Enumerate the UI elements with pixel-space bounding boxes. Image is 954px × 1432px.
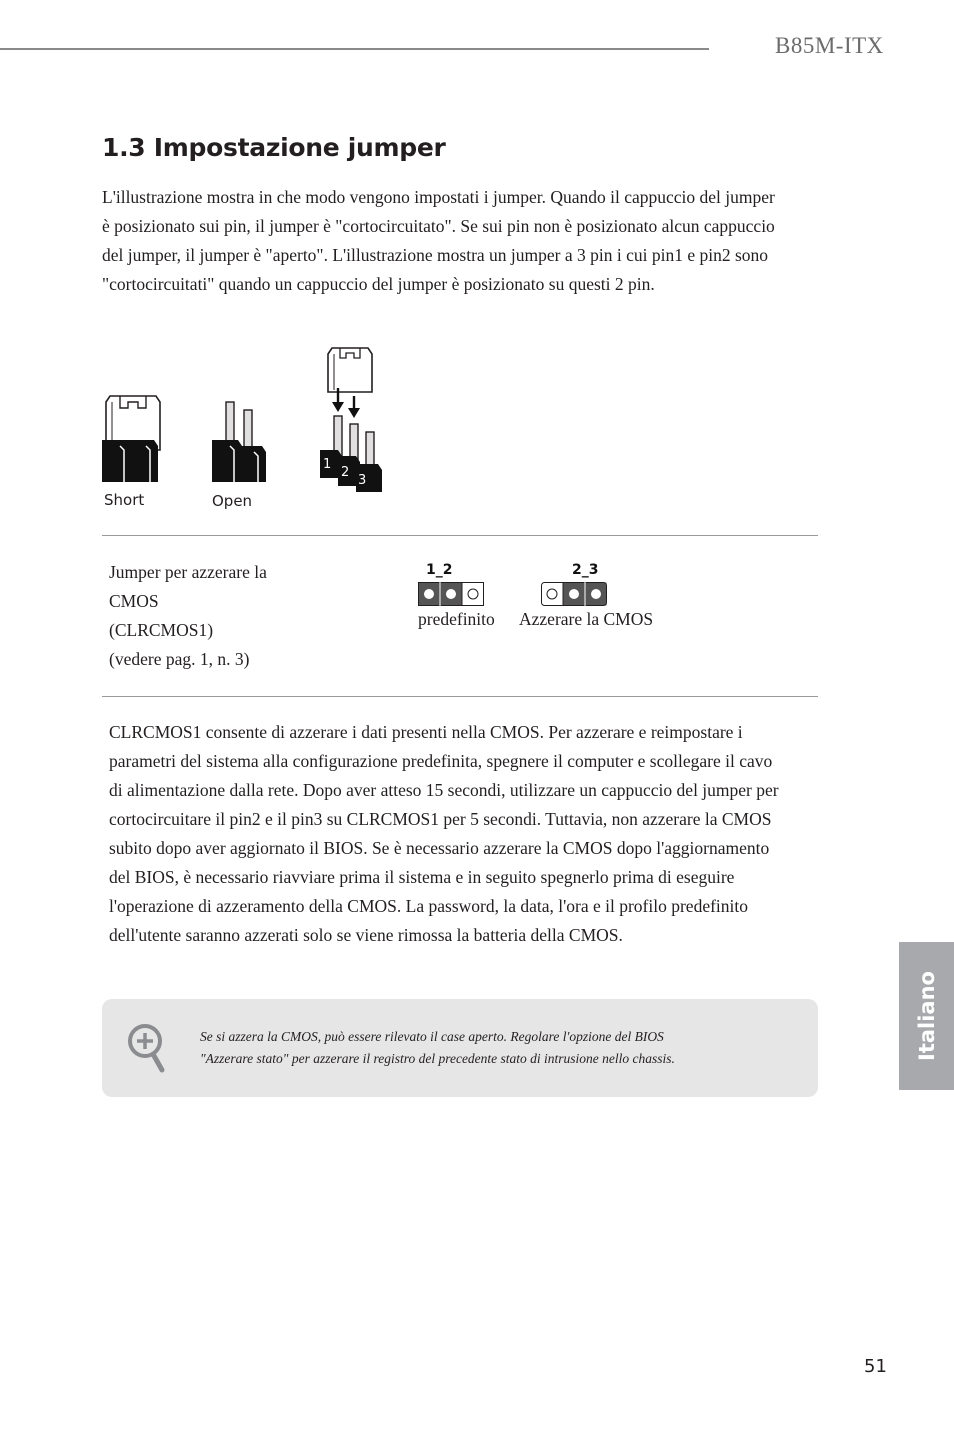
default-setting-caption: predefinito <box>418 609 495 629</box>
open-jumper-figure <box>212 402 266 510</box>
default-setting-pins <box>418 582 484 606</box>
short-jumper-figure <box>102 396 160 509</box>
open-label: Open <box>212 492 253 510</box>
language-tab-label: Italiano <box>914 971 939 1061</box>
clear-setting-pins <box>541 582 607 606</box>
table-top-rule <box>102 535 818 536</box>
jumper-label-line: (CLRCMOS1) <box>109 620 214 640</box>
table-bottom-rule <box>102 696 818 697</box>
pin-number-3: 3 <box>358 473 367 488</box>
note-line: "Azzerare stato" per azzerare il registro del precedente stato di intrusione nello chassis. <box>200 1051 675 1066</box>
short-label: Short <box>104 491 145 509</box>
page-number: 51 <box>864 1356 887 1377</box>
jumper-illustration <box>98 340 398 520</box>
language-tab <box>899 942 954 1090</box>
jumper-label-line: (vedere pag. 1, n. 3) <box>109 649 250 669</box>
clear-setting-code: 2_3 <box>572 562 599 578</box>
jumper-label-line: CMOS <box>109 591 159 611</box>
pin-number-1: 1 <box>323 457 332 472</box>
pin-number-2: 2 <box>341 465 350 480</box>
clrcmos-description: CLRCMOS1 consente di azzerare i dati presenti nella CMOS. Per azzerare e reimpostare i parametri del sistema alla configurazione predefinita, spegnere il computer e scollegare il cavo di alimentazione dalla rete. Dopo aver atteso 15 secondi, utilizzare un cappuccio del jumper per cortocircuitare il pin2 e il pin3 su CLRCMOS1 per 5 secondi. Tuttavia, non azzerare la CMOS subito dopo aver aggiornato il BIOS. Se è necessario azzerare la CMOS dopo l'aggiornamento del BIOS, è necessario riavviare prima il sistema e in seguito spegnerlo prima di eseguire l'operazione di azzeramento della CMOS. La password, la data, l'ora e il profilo predefinito dell'utente saranno azzerati solo se viene rimossa la batteria della CMOS. <box>109 722 779 945</box>
model-name: B85M-ITX <box>775 33 884 58</box>
jumper-label <box>109 558 267 674</box>
intro-paragraph: L'illustrazione mostra in che modo vengono impostati i jumper. Quando il cappuccio del jumper è posizionato sui pin, il jumper è "cortocircuitato". Se sui pin non è posizionato alcun cappuccio del jumper, il jumper è "aperto". L'illustrazione mostra un jumper a 3 pin i cui pin1 e pin2 sono "cortocircuitati" quando un cappuccio del jumper è posizionato su questi 2 pin. <box>102 187 775 294</box>
note-text <box>200 1026 800 1070</box>
clear-setting-caption: Azzerare la CMOS <box>519 609 654 629</box>
note-line: Se si azzera la CMOS, può essere rilevato il case aperto. Regolare l'opzione del BIOS <box>200 1029 664 1044</box>
section-title: 1.3 Impostazione jumper <box>102 133 446 162</box>
three-pin-jumper-figure <box>320 348 382 492</box>
default-setting-code: 1_2 <box>426 562 453 578</box>
jumper-label-line: Jumper per azzerare la <box>109 562 267 582</box>
header-rule <box>0 48 709 50</box>
magnifier-plus-icon <box>126 1022 168 1074</box>
